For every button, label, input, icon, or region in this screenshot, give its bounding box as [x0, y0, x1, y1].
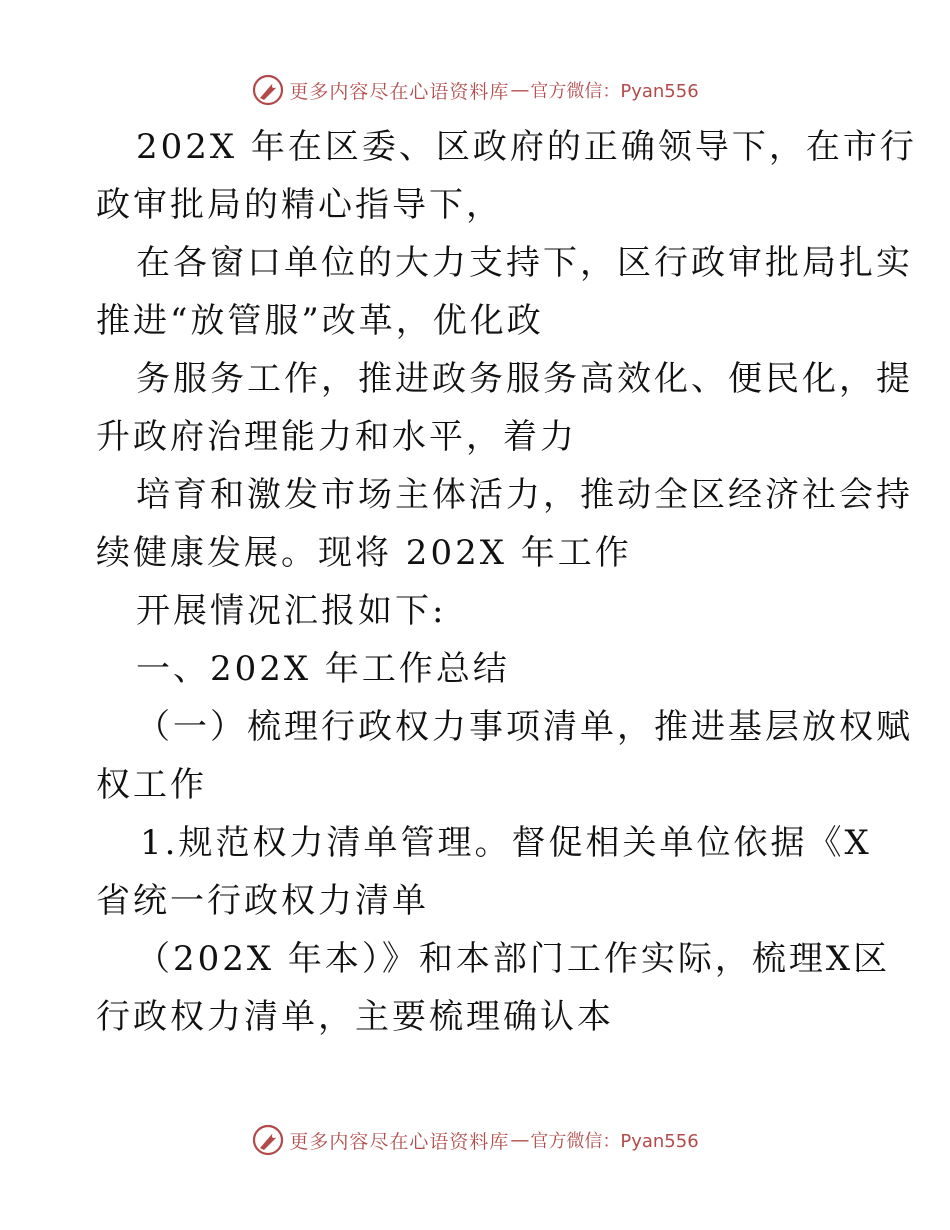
paragraph-line: 202X 年在区委、区政府的正确领导下，在市行	[136, 127, 917, 167]
paragraph-line: 1.规范权力清单管理。督促相关单位依据《X	[140, 823, 872, 863]
paragraph-line: 务服务工作，推进政务服务高效化、便民化，提	[136, 359, 913, 399]
subsection-heading: （一）梳理行政权力事项清单，推进基层放权赋	[136, 707, 913, 747]
section-heading: 一、202X 年工作总结	[136, 649, 510, 689]
paragraph-line: 推进“放管服”改革，优化政	[96, 301, 544, 341]
paragraph-line: 行政权力清单，主要梳理确认本	[96, 997, 614, 1037]
paragraph-line: 省统一行政权力清单	[96, 881, 429, 921]
pen-nib-logo-icon	[251, 1123, 285, 1157]
paragraph-line: 升政府治理能力和水平，着力	[96, 417, 577, 457]
document-body	[96, 118, 917, 1046]
watermark-separator: —	[510, 1129, 530, 1151]
paragraph-line: 开展情况汇报如下:	[136, 591, 447, 631]
watermark-wechat: 官方微信：Pyan556	[530, 1131, 699, 1152]
footer-watermark	[0, 1120, 950, 1160]
paragraph-line: 在各窗口单位的大力支持下，区行政审批局扎实	[136, 243, 913, 283]
watermark-separator: —	[510, 79, 530, 101]
paragraph-line: （202X 年本）》和本部门工作实际，梳理X区	[136, 939, 891, 979]
watermark-text: 更多内容尽在心语资料库	[289, 80, 510, 103]
paragraph-line: 政审批局的精心指导下，	[96, 185, 503, 225]
paragraph-line: 培育和激发市场主体活力，推动全区经济社会持	[136, 475, 913, 515]
pen-nib-logo-icon	[251, 73, 285, 107]
watermark-text: 更多内容尽在心语资料库	[289, 1130, 510, 1153]
watermark-wechat: 官方微信：Pyan556	[530, 81, 699, 102]
subsection-heading-continued: 权工作	[96, 765, 207, 805]
header-watermark	[0, 70, 950, 110]
paragraph-line: 续健康发展。现将 202X 年工作	[96, 533, 632, 573]
